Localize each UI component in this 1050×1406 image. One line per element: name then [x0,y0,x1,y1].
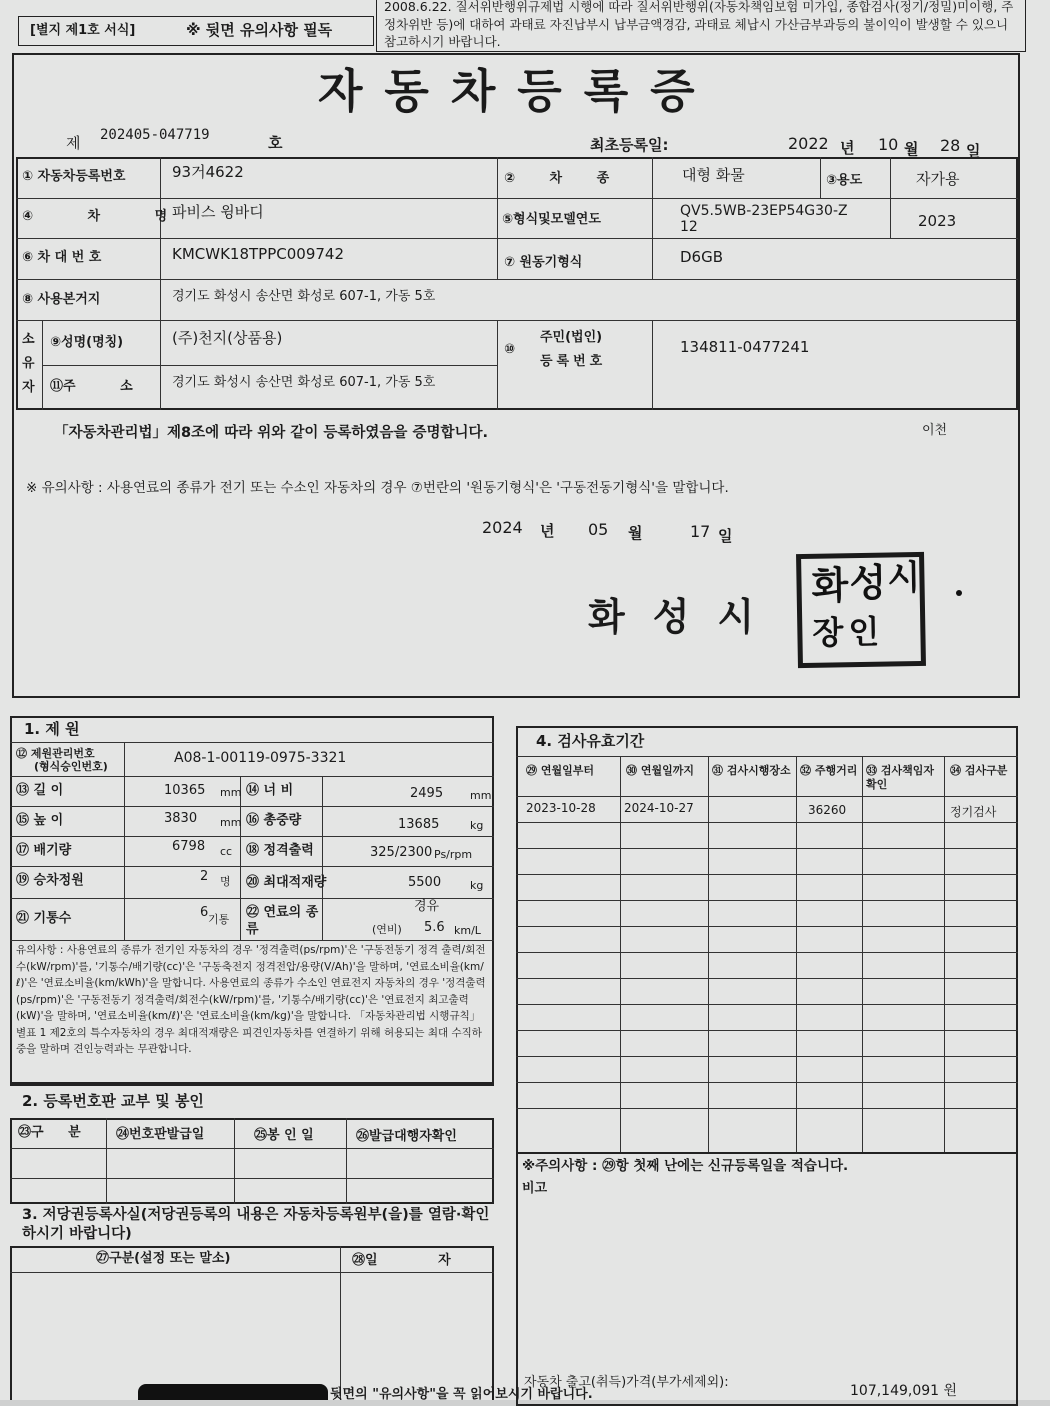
engine-label: ⑦ 원동기형식 [504,255,583,270]
insp-row-to: 2024-10-27 [624,801,694,815]
inspection-note: ※주의사항 : ㉙항 첫째 난에는 신규등록일을 적습니다. [522,1158,849,1174]
warning-text: 2008.6.22. 질서위반행위규제법 시행에 따라 질서위반행위(자동차책임보험 미가입, 종합검사(정기/정밀)미이행, 주정차위반 등)에 대하여 과태료 자진납부시 납부금액경감, 과태료 체납시 가산금부과등의 불이익이 발생할 수 있으니 참고하시기 바랍니다. [384,0,1014,49]
gross-value: 13685 [398,817,440,832]
power-value: 325/2300 [370,845,433,860]
length-unit: mm [220,786,242,799]
lien-col-kind: ㉗구분(설정 또는 말소) [96,1251,231,1266]
model-label: ⑤형식및모델연도 [502,212,601,227]
issuer: 화성시 [588,595,783,639]
insp-col-place: ㉛ 검사시행장소 [712,764,791,777]
reg-no-label: ① 자동차등록번호 [22,169,126,184]
insp-col-checker: ㉝ 검사책임자확인 [866,764,934,791]
owner-id-label-a: 주민(법인) [540,330,603,345]
mgmt-label: ⑫ 제원관리번호 [16,747,95,760]
power-label: ⑱ 정격출력 [246,843,314,858]
payload-unit: kg [470,879,484,892]
plate-col-seal: ㉕봉 인 일 [254,1128,314,1143]
model-value: QV5.5WB-23EP54G30-Z [680,203,848,219]
lien-title: 3. 저당권등록사실(저당권등록의 내용은 자동차등록원부(을)를 열람·확인하시기 바랍니다) [22,1207,490,1242]
name-value: 파비스 윙바디 [172,203,264,221]
name-label: ④ 차 명 [22,209,168,224]
price-value: 107,149,091 원 [850,1383,958,1399]
displacement-unit: cc [220,845,233,858]
inspection-box [516,726,1018,1406]
efficiency-value: 5.6 [424,920,445,935]
side-mark: 이천 [922,423,948,438]
caution-text: ※ 유의사항 : 사용연료의 종류가 전기 또는 수소인 자동차의 경우 ⑦번란의 '원동기형식'은 '구동전동기형식'을 말합니다. [26,480,729,496]
owner-name: (주)천지(상품용) [172,329,283,347]
first-reg-month: 10 [878,135,899,154]
use-value: 자가용 [916,170,960,188]
owner-id-label-b: 등록번호 [540,354,607,369]
insp-row-mileage: 36260 [808,803,847,817]
height-value: 3830 [164,811,198,826]
cylinders-value: 6 [200,905,209,920]
certify-text: 「자동차관리법」제8조에 따라 위와 같이 등록하였음을 증명합니다. [54,425,489,441]
insp-col-to: ㉚ 연월일까지 [626,764,694,777]
seal-dot [956,590,962,596]
owner-label: 소유자 [22,332,35,395]
reg-no: 93거4622 [172,163,244,181]
cylinders-unit: 기통 [208,913,230,926]
seats-label: ⑲ 승차정원 [16,873,84,888]
cert-number-prefix: 제 [66,134,81,152]
official-seal: 화 성 시 장 인 [796,552,926,668]
plate-title: 2. 등록번호판 교부 및 봉인 [22,1092,204,1110]
vin-value: KMCWK18TPPC009742 [172,245,344,263]
payload-value: 5500 [408,875,442,890]
form-label: [별지 제1호 서식] [30,23,136,38]
width-label: ⑭ 너 비 [246,783,294,798]
fuel-value: 경유 [414,899,440,914]
certificate-title: 자동차등록증 [318,64,717,118]
plate-col-issue: ㉔번호판발급일 [116,1127,205,1142]
insp-col-mileage: ㉜ 주행거리 [800,764,858,777]
width-value: 2495 [410,786,444,801]
height-unit: mm [220,816,242,829]
issue-year-unit: 년 [540,522,555,540]
remarks-label: 비고 [522,1181,548,1196]
length-value: 10365 [164,783,206,798]
bottom-dark-strip [138,1384,328,1400]
location-value: 경기도 화성시 송산면 화성로 607-1, 가동 5호 [172,289,436,304]
first-reg-label: 최초등록일: [590,136,669,154]
plate-col-agent: ㉖발급대행자확인 [356,1129,457,1144]
efficiency-label: (연비) [372,923,402,936]
first-reg-year-unit: 년 [840,139,855,157]
owner-name-label: ⑨성명(명칭) [50,335,124,350]
cert-number-suffix: 호 [268,134,283,152]
vehicle-info-table [16,157,1018,410]
insp-row-kind: 정기검사 [950,805,997,819]
first-reg-day-unit: 일 [966,142,981,160]
power-unit: Ps/rpm [434,848,473,861]
gross-label: ⑯ 총중량 [246,813,302,828]
fuel-label: ㉒ 연료의 종류 [246,905,319,937]
price-label: 자동차 출고(취득)가격(부가세제외): [524,1375,729,1390]
height-label: ⑮ 높 이 [16,813,64,828]
displacement-value: 6798 [172,839,206,854]
insp-row-from: 2023-10-28 [526,801,596,815]
payload-label: ⑳ 최대적재량 [246,875,327,890]
seats-unit: 명 [220,875,231,888]
displacement-label: ⑰ 배기량 [16,843,72,858]
owner-id: 134811-0477241 [680,338,810,356]
location-label: ⑧ 사용본거지 [22,292,101,307]
model-year: 2023 [918,212,957,230]
plate-col-kind: ㉓구 분 [18,1125,81,1140]
type-value: 대형 화물 [682,166,745,184]
seats-value: 2 [200,869,209,884]
owner-addr: 경기도 화성시 송산면 화성로 607-1, 가동 5호 [172,375,436,390]
issue-year: 2024 [482,518,523,537]
first-reg-year: 2022 [788,134,829,153]
insp-col-from: ㉙ 연월일부터 [526,764,594,777]
first-reg-day: 28 [940,136,961,155]
back-notice: ※ 뒷면 유의사항 필독 [186,21,333,39]
issue-month: 05 [588,520,609,539]
owner-addr-label: ⑪주 소 [50,379,133,394]
insp-col-kind: ㉞ 검사구분 [950,764,1008,777]
issue-day-unit: 일 [718,527,733,545]
mgmt-label-sub: (형식승인번호) [34,760,108,773]
vin-label: ⑥ 차 대 번 호 [22,250,102,265]
issue-day: 17 [690,522,711,541]
width-unit: mm [470,789,492,802]
mgmt-no: A08-1-00119-0975-3321 [174,750,347,766]
lien-col-date: ㉘일 자 [352,1253,451,1268]
issue-month-unit: 월 [628,524,643,542]
lien-table [10,1246,494,1400]
first-reg-month-unit: 월 [904,140,919,158]
footer-back-notice: 뒷면의 "유의사항"을 꼭 읽어보시기 바랍니다. [330,1387,593,1402]
use-label: ③용도 [826,173,863,188]
type-label: ② 차 종 [504,171,610,186]
specs-note: 유의사항 : 사용연료의 종류가 전기인 자동차의 경우 '정격출력(ps/rpm)'은 '구동전동기 정격 출력/회전수(kW/rpm)'를, '기통수/배기량(cc)'은 '구동축전지 정격전압/용량(V/Ah)'을 말하며, '연료소비율(km/ℓ)'은 '연료소비율(km/kWh)'을 말합니다. 사용연료의 종류가 수소인 연료전지 자동차의 경우 '정격출력(ps/rpm)'은 '구동전동기 정격출력/회전수(kW/rpm)'를, '기통수/배기량(cc)'은 '연료전지 최고출력(kW)'을 말하며, '연료소비율(km/ℓ)'은 '연료소비율(km/kg)'을 말합니다. 「자동차관리법 시행규칙」 별표 1 제2호의 특수자동차의 경우 최대적재량은 피견인자동차를 연결하기 위해 허용되는 최대 수직하중을 말하며 견인능력과는 무관합니다. [16,944,486,1055]
engine-value: D6GB [680,248,724,266]
length-label: ⑬ 길 이 [16,783,64,798]
gross-unit: kg [470,819,484,832]
specs-title: 1. 제 원 [24,720,80,738]
inspection-title: 4. 검사유효기간 [536,732,645,750]
cert-number: 202405-047719 [100,127,210,143]
cylinders-label: ㉑ 기통수 [16,911,72,926]
efficiency-unit: km/L [454,924,481,937]
model-value-line2: 12 [680,219,698,235]
owner-id-label-num: ⑩ [504,342,516,357]
